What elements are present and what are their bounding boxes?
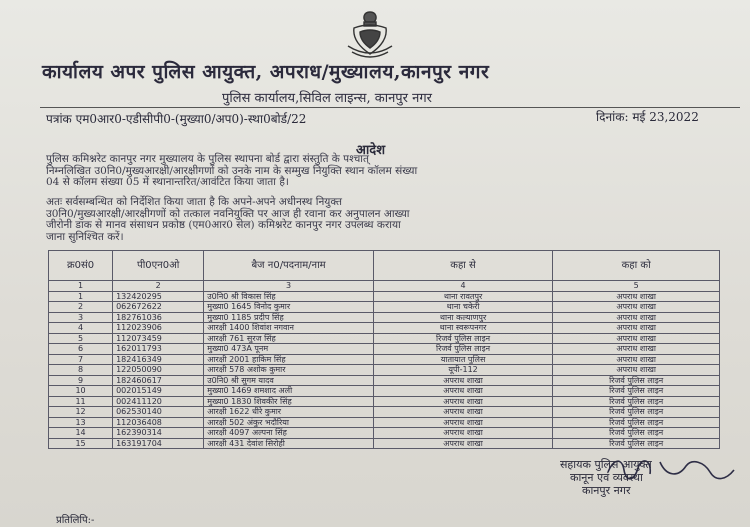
cell-name: मुख्या0 473A पूनम — [204, 344, 374, 355]
cell-pno: 182460617 — [113, 375, 204, 386]
cell-name: आरक्षी 2001 हाकिम सिंह — [204, 354, 374, 365]
cell-to: रिजर्व पुलिस लाइन — [553, 375, 720, 386]
cell-from: रिजर्व पुलिस लाइन — [373, 344, 552, 355]
table-row — [49, 407, 720, 418]
letter-reference: पत्रांक एम0आर0-एडीसीपी0-(मुख्या0/अप0)-स्था0बोर्ड/22 — [46, 112, 307, 126]
cell-pno: 182761036 — [113, 312, 204, 323]
cell-to: अपराध शाखा — [553, 302, 720, 313]
cell-name: आरक्षी 502 अंकुर भदौरिया — [204, 417, 374, 428]
signature-department: कानून एवं व्यवस्था — [570, 471, 643, 484]
cell-pno: 122050090 — [113, 365, 204, 376]
column-number: 4 — [373, 281, 552, 292]
table-row — [49, 333, 720, 344]
header-from: कहा से — [373, 251, 552, 281]
cell-serial: 15 — [49, 438, 113, 449]
cell-to: अपराध शाखा — [553, 312, 720, 323]
header-to: कहा को — [553, 251, 720, 281]
cell-pno: 062672622 — [113, 302, 204, 313]
cell-pno: 002411120 — [113, 396, 204, 407]
cell-pno: 112073459 — [113, 333, 204, 344]
cell-serial: 10 — [49, 386, 113, 397]
order-paragraph-2 — [46, 197, 726, 243]
cell-from: थाना चकेरी — [373, 302, 552, 313]
cell-to: अपराध शाखा — [553, 291, 720, 302]
order-paragraph-1 — [46, 154, 726, 189]
cell-pno: 163191704 — [113, 438, 204, 449]
cell-to: रिजर्व पुलिस लाइन — [553, 428, 720, 439]
cell-serial: 3 — [49, 312, 113, 323]
cell-from: यूपी-112 — [373, 365, 552, 376]
cell-from: यातायात पुलिस — [373, 354, 552, 365]
cell-serial: 14 — [49, 428, 113, 439]
cell-serial: 13 — [49, 417, 113, 428]
cell-name: मुख्या0 1469 शमशाद अली — [204, 386, 374, 397]
cell-from: अपराध शाखा — [373, 438, 552, 449]
paragraph-line: पुलिस कमिश्नरेट कानपुर नगर मुख्यालय के पुलिस स्थापना बोर्ड द्वारा संस्तुति के पश्चात् — [46, 153, 369, 165]
cell-name: आरक्षी 761 सुरज सिंह — [204, 333, 374, 344]
cell-from: अपराध शाखा — [373, 375, 552, 386]
paragraph-line: उ0नि0/मुख्यआरक्षी/आरक्षीगणों को तत्काल नवनियुक्ति पर आज ही रवाना कर अनुपालन आख्या — [46, 207, 410, 220]
cell-name: उ0नि0 श्री विकास सिंह — [204, 291, 374, 302]
signature-location: कानपुर नगर — [582, 484, 631, 497]
cell-from: थाना स्वरूपनगर — [373, 323, 552, 334]
cell-serial: 5 — [49, 333, 113, 344]
cell-pno: 002015149 — [113, 386, 204, 397]
letter-date: दिनांक: मई 23,2022 — [596, 110, 699, 124]
column-number: 1 — [49, 281, 113, 292]
cell-from: अपराध शाखा — [373, 428, 552, 439]
cell-from: थाना रावतपुर — [373, 291, 552, 302]
table-row — [49, 375, 720, 386]
copy-to-label: प्रतिलिपि:- — [56, 515, 95, 526]
cell-pno: 112036408 — [113, 417, 204, 428]
cell-from: अपराध शाखा — [373, 396, 552, 407]
table-row — [49, 396, 720, 407]
cell-serial: 12 — [49, 407, 113, 418]
table-row — [49, 312, 720, 323]
table-row — [49, 386, 720, 397]
signature-block — [560, 458, 652, 497]
order-heading: आदेश — [356, 143, 386, 158]
cell-name: आरक्षी 578 अशोक कुमार — [204, 365, 374, 376]
cell-serial: 7 — [49, 354, 113, 365]
table-row — [49, 417, 720, 428]
cell-name: उ0नि0 श्री सुगम यादव — [204, 375, 374, 386]
cell-to: अपराध शाखा — [553, 344, 720, 355]
cell-pno: 162011793 — [113, 344, 204, 355]
cell-to: रिजर्व पुलिस लाइन — [553, 386, 720, 397]
header-pno: पी0एन0ओ — [113, 251, 204, 281]
cell-serial: 4 — [49, 323, 113, 334]
cell-to: रिजर्व पुलिस लाइन — [553, 417, 720, 428]
table-row — [49, 365, 720, 376]
cell-name: आरक्षी 4097 अल्पना सिंह — [204, 428, 374, 439]
paragraph-line: निम्नलिखित उ0नि0/मुख्यआरक्षी/आरक्षीगणों को उनके नाम के सम्मुख नियुक्ति स्थान कॉलम संख्या — [46, 164, 418, 177]
cell-serial: 11 — [49, 396, 113, 407]
table-row — [49, 428, 720, 439]
column-number: 5 — [553, 281, 720, 292]
table-row — [49, 291, 720, 302]
cell-serial: 2 — [49, 302, 113, 313]
table-row — [49, 302, 720, 313]
state-emblem-icon — [344, 8, 396, 62]
cell-to: रिजर्व पुलिस लाइन — [553, 438, 720, 449]
cell-pno: 132420295 — [113, 291, 204, 302]
transfer-table — [48, 250, 720, 449]
cell-pno: 062530140 — [113, 407, 204, 418]
cell-pno: 112023906 — [113, 323, 204, 334]
signature-designation: सहायक पुलिस आयुक्त — [560, 458, 652, 471]
cell-pno: 162390314 — [113, 428, 204, 439]
table-row — [49, 438, 720, 449]
column-number: 2 — [113, 281, 204, 292]
cell-serial: 1 — [49, 291, 113, 302]
column-number-row — [49, 281, 720, 292]
cell-name: मुख्या0 1185 प्रदीप सिंह — [204, 312, 374, 323]
table-header-row — [49, 251, 720, 281]
column-number: 3 — [204, 281, 374, 292]
cell-to: अपराध शाखा — [553, 354, 720, 365]
paragraph-line: जीरोनी डाक से मानव संसाधन प्रकोष्ठ (एम0आर0 सेल) कमिश्नरेट कानपुर नगर उपलब्ध कराया — [46, 219, 401, 231]
table-row — [49, 323, 720, 334]
cell-to: रिजर्व पुलिस लाइन — [553, 396, 720, 407]
cell-name: आरक्षी 431 देवांश सिरोही — [204, 438, 374, 449]
cell-serial: 9 — [49, 375, 113, 386]
paragraph-line: जाना सुनिश्चित करें। — [46, 230, 124, 243]
cell-to: अपराध शाखा — [553, 323, 720, 334]
cell-from: अपराध शाखा — [373, 407, 552, 418]
cell-name: आरक्षी 1622 धीरे कुमार — [204, 407, 374, 418]
table-row — [49, 344, 720, 355]
header-serial: क्र0सं0 — [49, 251, 113, 281]
table-row — [49, 354, 720, 365]
cell-name: मुख्या0 1830 शिवकीर सिंह — [204, 396, 374, 407]
cell-name: आरक्षी 1400 शिवांश नगवान — [204, 323, 374, 334]
office-title: कार्यालय अपर पुलिस आयुक्त, अपराध/मुख्यालय,कानपुर नगर — [42, 61, 490, 83]
cell-serial: 6 — [49, 344, 113, 355]
cell-name: मुख्या0 1645 विनोद कुमार — [204, 302, 374, 313]
cell-to: अपराध शाखा — [553, 333, 720, 344]
cell-serial: 8 — [49, 365, 113, 376]
cell-to: रिजर्व पुलिस लाइन — [553, 407, 720, 418]
cell-from: अपराध शाखा — [373, 386, 552, 397]
cell-from: अपराध शाखा — [373, 417, 552, 428]
paragraph-line: 04 से कॉलम संख्या 05 में स्थानान्तरित/आवंटित किया जाता है। — [46, 176, 289, 188]
cell-pno: 182416349 — [113, 354, 204, 365]
paragraph-line: अतः सर्वसम्बन्धित को निर्देशित किया जाता है कि अपने-अपने अधीनस्थ नियुक्त — [46, 196, 342, 208]
cell-from: थाना कल्याणपुर — [373, 312, 552, 323]
cell-to: अपराध शाखा — [553, 365, 720, 376]
cell-from: रिजर्व पुलिस लाइन — [373, 333, 552, 344]
header-badge-name: बैज न0/पदनाम/नाम — [204, 251, 374, 281]
office-address: पुलिस कार्यालय,सिविल लाइन्स, कानपुर नगर — [222, 91, 432, 106]
